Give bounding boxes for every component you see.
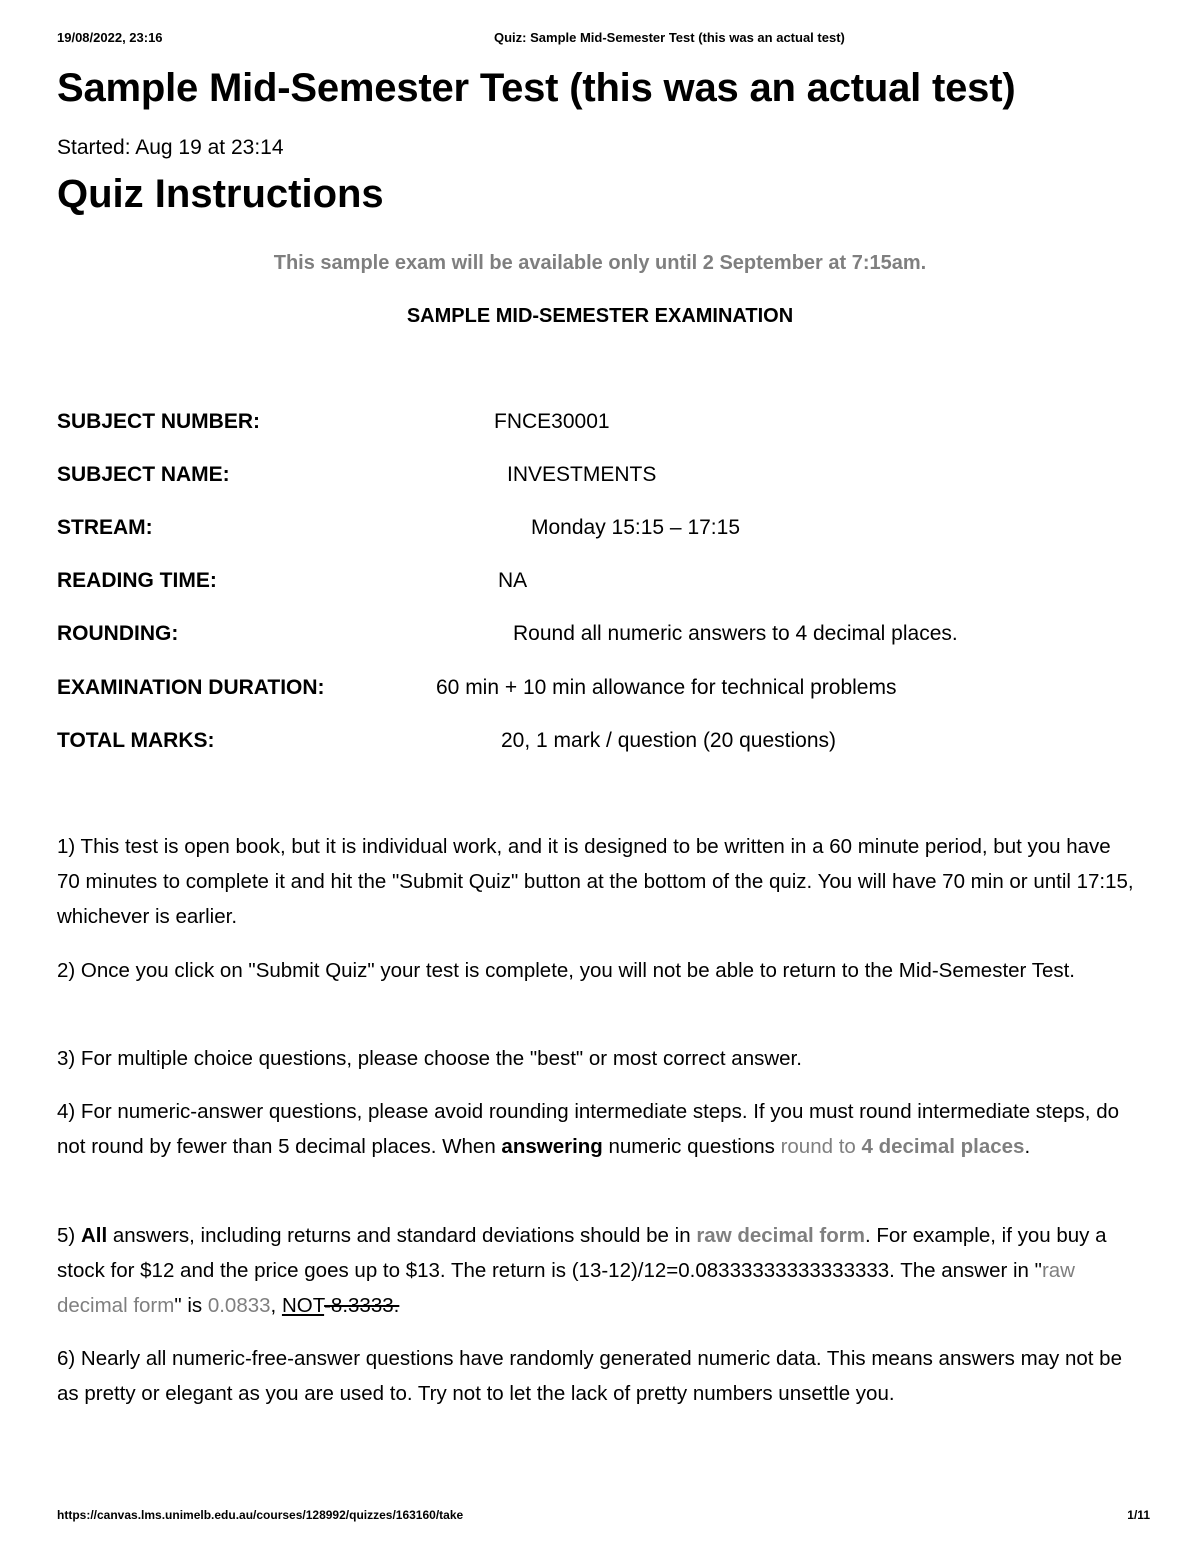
info-value: 20, 1 mark / question (20 questions) xyxy=(501,729,837,752)
print-datetime: 19/08/2022, 23:16 xyxy=(57,30,163,45)
info-label: SUBJECT NAME: xyxy=(57,463,230,486)
info-label: READING TIME: xyxy=(57,569,217,592)
info-value: 60 min + 10 min allowance for technical problems xyxy=(436,676,897,699)
info-row-subject-name xyxy=(57,463,1150,491)
rule-1 xyxy=(57,829,1138,934)
rule-1-text: 1) This test is open book, but it is individual work, and it is designed to be written in a 60 minute period, but you have 70 minutes to complete it and hit the "Submit Quiz" button at the bottom of the quiz. You will have 70 min or until 17:15, whichever is earlier. xyxy=(57,835,1134,928)
rule-3 xyxy=(57,1041,1138,1076)
info-row-total-marks xyxy=(57,729,1150,757)
info-row-exam-duration xyxy=(57,676,1150,704)
info-value: NA xyxy=(498,569,528,592)
rule-4 xyxy=(57,1094,1138,1164)
info-row-reading-time xyxy=(57,569,1150,597)
rule-2 xyxy=(57,953,1138,988)
info-label: TOTAL MARKS: xyxy=(57,729,215,752)
rule-6 xyxy=(57,1341,1138,1411)
quiz-title: Sample Mid-Semester Test (this was an actual test) xyxy=(57,66,1016,110)
rule-6-text: 6) Nearly all numeric-free-answer questions have randomly generated numeric data. This means answers may not be as pretty or elegant as you are used to. Try not to let the lack of pretty numbers unsettle you. xyxy=(57,1347,1122,1405)
print-page-title: Quiz: Sample Mid-Semester Test (this was an actual test) xyxy=(494,30,845,45)
info-label: STREAM: xyxy=(57,516,153,539)
info-value: Round all numeric answers to 4 decimal places. xyxy=(513,622,958,645)
print-url: https://canvas.lms.unimelb.edu.au/courses/128992/quizzes/163160/take xyxy=(57,1508,464,1522)
rule-3-text: 3) For multiple choice questions, please choose the "best" or most correct answer. xyxy=(57,1047,802,1070)
print-page-number: 1/11 xyxy=(1127,1508,1150,1522)
info-value: FNCE30001 xyxy=(494,410,610,433)
info-label: SUBJECT NUMBER: xyxy=(57,410,261,433)
info-row-subject-number xyxy=(57,410,1150,438)
quiz-started-time: Started: Aug 19 at 23:14 xyxy=(57,136,284,159)
info-value: Monday 15:15 – 17:15 xyxy=(531,516,740,539)
rule-5 xyxy=(57,1218,1138,1323)
instructions-heading: Quiz Instructions xyxy=(57,172,384,216)
availability-note: This sample exam will be available only until 2 September at 7:15am. xyxy=(273,252,927,274)
rule-4-text: 4) For numeric-answer questions, please avoid rounding intermediate steps. If you must round intermediate steps, do not round by fewer than 5 decimal places. When answering numeric questions round to 4 decimal places. xyxy=(57,1100,1119,1158)
info-label: EXAMINATION DURATION: xyxy=(57,676,325,699)
rule-2-text: 2) Once you click on "Submit Quiz" your test is complete, you will not be able to return to the Mid-Semester Test. xyxy=(57,959,1075,982)
info-row-stream xyxy=(57,516,1150,544)
info-value: INVESTMENTS xyxy=(507,463,657,486)
print-header xyxy=(57,30,1150,50)
info-label: ROUNDING: xyxy=(57,622,179,645)
info-row-rounding xyxy=(57,622,1150,650)
exam-heading: SAMPLE MID-SEMESTER EXAMINATION xyxy=(406,305,794,327)
rule-5-text: 5) All answers, including returns and standard deviations should be in raw decimal form. For example, if you buy a stock for $12 and the price goes up to $13. The return is (13-12)/12=0.08333333333333333. The answer in "raw decimal form" is 0.0833, NOT-8.3333. xyxy=(57,1224,1107,1317)
print-footer xyxy=(57,1508,1150,1526)
